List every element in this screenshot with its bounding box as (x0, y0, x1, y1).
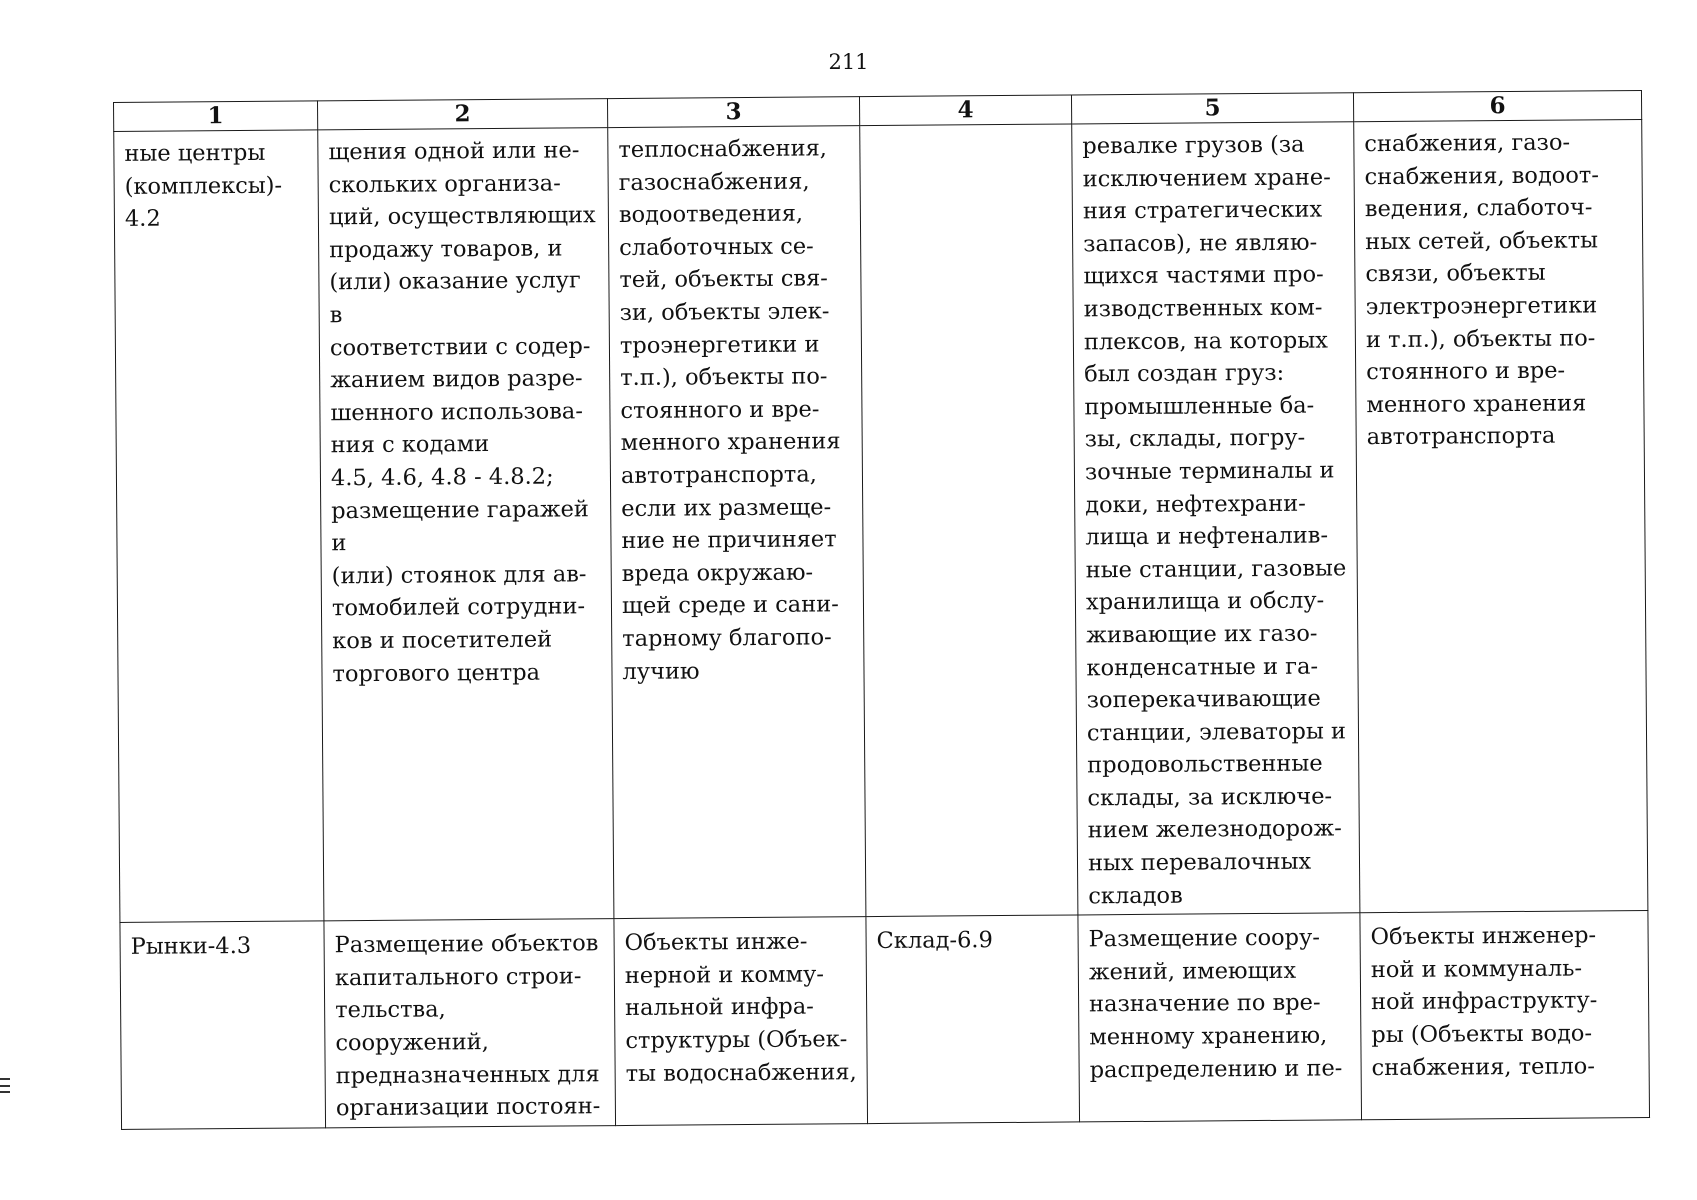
page-number: 211 (828, 50, 869, 74)
table-cell: Рынки-4.3 (120, 921, 326, 1129)
table-cell: Объекты инженер- ной и коммуналь- ной инфраструкту- ры (Объекты водо- снабжения, тепло- (1360, 911, 1650, 1120)
table-cell: ные центры (комплексы)- 4.2 (114, 130, 324, 923)
scan-margin-mark (0, 1085, 10, 1087)
table-cell: ревалке грузов (за исключением хране- ния стратегических запасов), не являю- щихся частями про- изводственных ком- плексов, на которых был создан груз: промышленные ба- зы, склады, погру- зочные терминалы и доки, нефтехрани- лища и нефтеналив- ные станции, газовые хранилища и обслу- живающие их газо- конденсатные и га- зоперекачивающие станции, элеваторы и продовольственные склады, за исключе- нием железнодорож- ных перевалочных складов (1072, 122, 1360, 915)
table-cell: Размещение объектов капитального строи- тельства, сооружений, предназначенных для организации постоян- (324, 919, 616, 1128)
column-header-2: 2 (317, 99, 607, 130)
column-header-4: 4 (859, 95, 1071, 126)
zoning-table (113, 90, 1650, 1130)
table-cell: щения одной или не- скольких организа- ций, осуществляющих продажу товаров, и (или) оказание услуг в соответствии с содер- жанием видов разре- шенного использова- ния с кодами 4.5, 4.6, 4.8 - 4.8.2; размещение гаражей и (или) стоянок для ав- томобилей сотрудни- ков и посетителей торгового центра (318, 128, 614, 922)
column-header-3: 3 (607, 97, 859, 128)
table-row (114, 119, 1648, 922)
scan-margin-mark (0, 1091, 10, 1093)
table-row (120, 911, 1650, 1130)
table-cell (860, 124, 1078, 917)
table-cell: Объекты инже- нерной и комму- нальной инфра- структуры (Объек- ты водоснабжения, (614, 917, 868, 1126)
column-header-5: 5 (1071, 93, 1353, 124)
table-cell: Склад-6.9 (866, 915, 1080, 1123)
scan-margin-mark (0, 1078, 10, 1080)
table-cell: снабжения, газо- снабжения, водоот- ведения, слаботоч- ных сетей, объекты связи, объекты электроэнергетики и т.п.), объекты по- стоянного и вре- менного хранения автотранспорта (1354, 119, 1648, 912)
column-header-1: 1 (114, 101, 318, 132)
table-cell: Размещение соору- жений, имеющих назначение по вре- менному хранению, распределению и пе- (1078, 913, 1362, 1122)
table-cell: теплоснабжения, газоснабжения, водоотведения, слаботочных се- тей, объекты свя- зи, объекты элек- троэнергетики и т.п.), объекты по- стоянного и вре- менного хранения автотранспорта, если их размеще- ние не причиняет вреда окружаю- щей среде и сани- тарному благопо- лучию (608, 126, 866, 919)
column-header-6: 6 (1353, 90, 1641, 121)
